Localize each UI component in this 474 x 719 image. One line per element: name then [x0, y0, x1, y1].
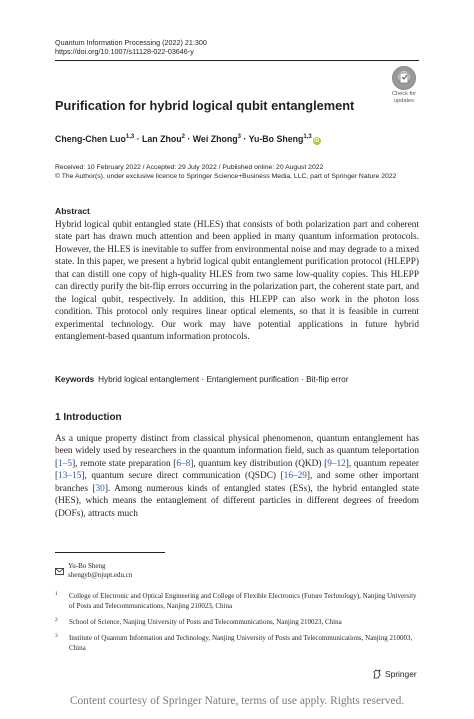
author-affiliation-ref: 1,3 [125, 134, 135, 140]
doi-link[interactable]: https://doi.org/10.1007/s11128-022-03646-y [55, 47, 194, 56]
section-heading-introduction: 1 Introduction [55, 412, 122, 423]
introduction-text-run: As a unique property distinct from classical physical phenomenon, quantum entanglement has been widely used by researchers in the quantum information field, such as quantum teleportation [ [55, 434, 419, 469]
citation-link[interactable]: 6–8 [176, 458, 191, 469]
journal-citation: Quantum Information Processing (2022) 21:300 [55, 38, 207, 47]
publication-dates: Received: 10 February 2022 / Accepted: 29 July 2022 / Published online: 20 August 2022 [55, 164, 324, 171]
introduction-text-run: ], remote state preparation [ [72, 458, 177, 469]
envelope-icon [55, 562, 64, 580]
keywords-text: Hybrid logical entanglement · Entanglement purification · Bit-flip error [98, 375, 349, 384]
citation-link[interactable]: 16–29 [283, 471, 307, 482]
author-affiliation-ref: 1,3 [303, 134, 312, 140]
corresponding-author-email[interactable]: shengyb@njupt.edu.cn [68, 571, 133, 579]
author-affiliation-ref: 2 [181, 134, 185, 140]
author-name[interactable]: Yu-Bo Sheng [248, 134, 304, 144]
courtesy-notice: Content courtesy of Springer Nature, terms of use apply. Rights reserved. [69, 695, 405, 707]
introduction-text-run: ], quantum repeater [ [55, 458, 419, 482]
citation-link[interactable]: 30 [95, 483, 105, 494]
keywords-line [55, 374, 348, 385]
abstract-paragraph: Hybrid logical qubit entangled state (HLES) that consists of both polarization part and coherent state part has drawn much attention and been applied in many quantum information protocols. However, the HLES is inevitable to suffer from environmental noise and may degrade to a mixed state. In this paper, we present a hybrid logical qubit entanglement purification protocol (HLEPP) that can distill one copy of high-quality HLES from two same low-quality copies. This HLEPP can directly purify the bit-flip errors occurring in the polarization part, the coherent state part, and the logical qubit, respectively. In addition, this HLEPP can also work in the photon loss condition. This protocol only requires linear optical elements, so that it is feasible in current experimental technology. Our work may have potential applications in future hybrid entanglement-based quantum information protocols. [55, 220, 419, 343]
introduction-text-run: ], and some other important branches [ [55, 471, 419, 494]
author-separator: · [240, 134, 249, 144]
publisher-logo [372, 669, 417, 682]
corresponding-author-name: Yu-Bo Sheng [68, 562, 106, 570]
footnote-divider [55, 552, 165, 553]
author-name[interactable]: Lan Zhou [142, 134, 182, 144]
author-list [55, 131, 321, 145]
introduction-text-run: ]. Among numerous kinds of entangled states (ESs), the hybrid entangled state (HES), which means the entanglement of different particles in different degrees of freedom (DOFs), attracts much [55, 483, 419, 519]
publisher-name: Springer [385, 669, 417, 679]
citation-link[interactable]: 1–5 [58, 458, 73, 469]
author-name[interactable]: Cheng-Chen Luo [55, 134, 126, 144]
introduction-paragraph [55, 433, 419, 520]
citation-link[interactable]: 9–12 [327, 458, 346, 469]
affiliation-text: College of Electronic and Optical Engineering and College of Flexible Electronics (Future Technology), Nanjing University of Posts and Telecommunications, Nanjing 210023, China [69, 592, 417, 610]
check-updates-icon [392, 66, 416, 90]
introduction-text-run: ], quantum key distribution (QKD) [ [190, 458, 328, 469]
abstract-text [55, 219, 419, 344]
springer-horse-icon [372, 669, 382, 682]
introduction-text [55, 433, 419, 520]
affiliation-number: 1 [55, 591, 58, 597]
author-affiliation-ref: 3 [237, 134, 241, 140]
abstract-heading: Abstract [55, 206, 90, 216]
check-for-label: Check for [392, 91, 416, 97]
affiliation-item [55, 592, 419, 611]
affiliation-item [55, 618, 419, 628]
check-for-updates-badge[interactable] [384, 66, 424, 102]
header-divider [55, 60, 419, 61]
introduction-text-run: ], quantum secure direct communication (QSDC) [ [81, 471, 284, 482]
copyright-notice: © The Author(s), under exclusive licence to Springer Science+Business Media, LLC, part of Springer Nature 2022 [55, 173, 397, 180]
author-separator: · [134, 134, 143, 144]
orcid-icon[interactable]: iD [314, 138, 320, 144]
affiliation-text: Institute of Quantum Information and Technology, Nanjing University of Posts and Telecommunications, Nanjing 210003, China [69, 634, 413, 652]
updates-label: updates [394, 98, 414, 104]
affiliation-text: School of Science, Nanjing University of Posts and Telecommunications, Nanjing 210023, China [69, 618, 342, 626]
author-separator: · [184, 134, 193, 144]
affiliation-number: 3 [55, 633, 58, 639]
affiliation-item [55, 634, 419, 653]
affiliation-number: 2 [55, 617, 58, 623]
article-title: Purification for hybrid logical qubit entanglement [55, 98, 355, 113]
citation-link[interactable]: 13–15 [58, 471, 82, 482]
author-name[interactable]: Wei Zhong [192, 134, 238, 144]
keywords-label: Keywords [55, 375, 95, 384]
